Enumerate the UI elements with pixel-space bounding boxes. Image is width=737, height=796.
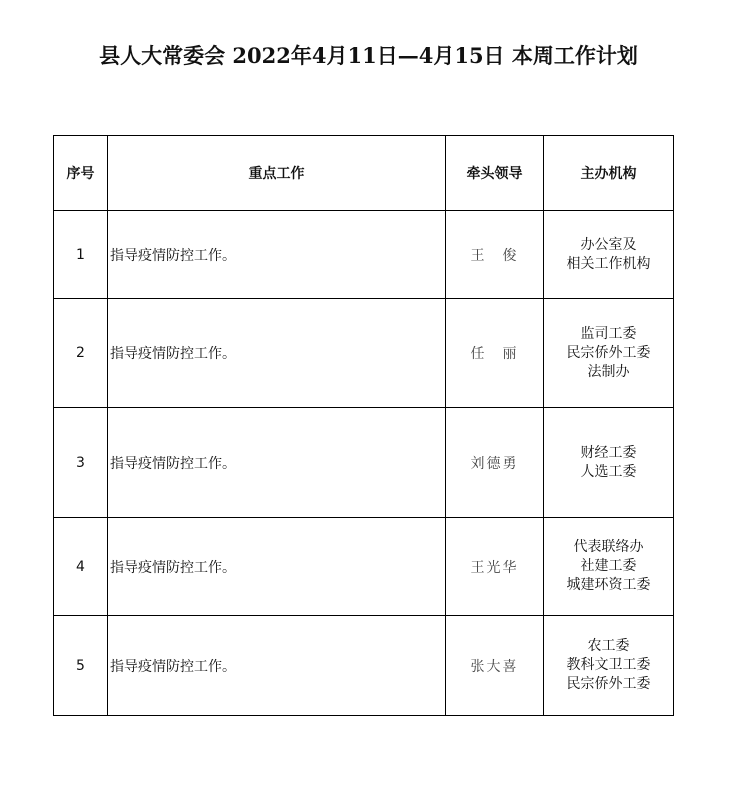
row-number: 5: [54, 616, 108, 716]
table-row: [54, 299, 674, 408]
table-row: [54, 518, 674, 616]
table-header-row: [54, 136, 674, 211]
row-leader: 刘德勇: [446, 408, 544, 518]
org-name: 农工委: [587, 638, 630, 654]
org-name: 教科文卫工委: [566, 657, 651, 673]
row-task: 指导疫情防控工作。: [108, 616, 446, 716]
row-number: 2: [54, 299, 108, 408]
org-name: 代表联络办: [573, 539, 644, 555]
org-name: 办公室及: [580, 236, 637, 253]
org-name: 法制办: [587, 363, 630, 380]
org-name: 民宗侨外工委: [566, 676, 651, 692]
header-no: 序号: [54, 136, 108, 211]
header-leader: 牵头领导: [446, 136, 544, 211]
row-number: 4: [54, 518, 108, 616]
row-org: [544, 408, 674, 518]
row-leader: 王光华: [446, 518, 544, 616]
row-task: 指导疫情防控工作。: [108, 299, 446, 408]
org-name: 监司工委: [580, 325, 637, 342]
table-row: [54, 616, 674, 716]
row-org: [544, 518, 674, 616]
page-title: 县人大常委会 2022年4月11日—4月15日 本周工作计划: [99, 43, 638, 68]
row-task: 指导疫情防控工作。: [108, 518, 446, 616]
org-name: 社建工委: [580, 558, 637, 574]
row-task: 指导疫情防控工作。: [108, 408, 446, 518]
header-org: 主办机构: [544, 136, 674, 211]
org-name: 财经工委: [580, 444, 637, 461]
table-row: [54, 211, 674, 299]
row-org: [544, 211, 674, 299]
row-org: [544, 299, 674, 408]
row-leader: 任 丽: [446, 299, 544, 408]
row-leader: 张大喜: [446, 616, 544, 716]
org-name: 人选工委: [580, 463, 637, 480]
work-plan-table: [53, 135, 674, 716]
org-name: 相关工作机构: [566, 255, 651, 272]
row-task: 指导疫情防控工作。: [108, 211, 446, 299]
row-org: [544, 616, 674, 716]
row-number: 1: [54, 211, 108, 299]
table-row: [54, 408, 674, 518]
row-leader: 王 俊: [446, 211, 544, 299]
row-number: 3: [54, 408, 108, 518]
header-task: 重点工作: [108, 136, 446, 211]
org-name: 城建环资工委: [566, 577, 651, 593]
org-name: 民宗侨外工委: [566, 344, 651, 361]
